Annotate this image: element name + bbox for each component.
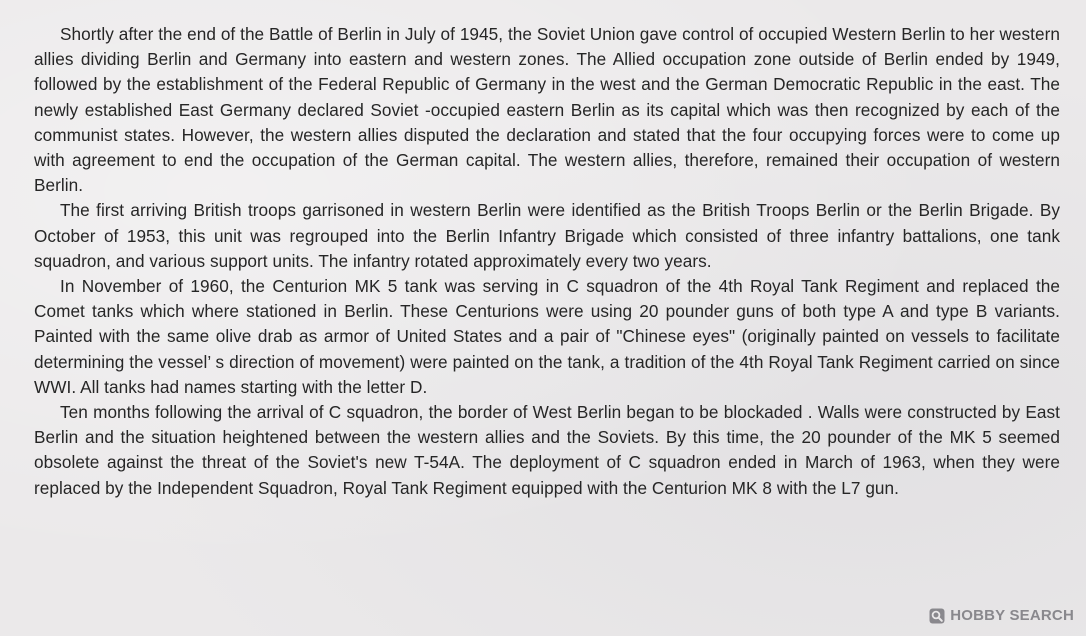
paragraph-1: Shortly after the end of the Battle of Berlin in July of 1945, the Soviet Union gave control of occupied Western Berlin to her western allies dividing Berlin and Germany into eastern and western zones. The Allied occupation zone outside of Berlin ended by 1949, followed by the establishment of the Federal Republic of Germany in the west and the German Democratic Republic in the east. The newly established East Germany declared Soviet -occupied eastern Berlin as its capital which was then recognized by each of the communist states. However, the western allies disputed the declaration and stated that the four occupying forces were to come up with agreement to end the occupation of the German capital. The western allies, therefore, remained their occupation of western Berlin. — [34, 24, 1060, 196]
paragraph-4: Ten months following the arrival of C squadron, the border of West Berlin began to be blockaded . Walls were constructed by East Berlin and the situation heightened between the western allies and the Soviets. By this time, the 20 pounder of the MK 5 seemed obsolete against the threat of the Soviet's new T-54A. The deployment of C squadron ended in March of 1963, when they were replaced by the Independent Squadron, Royal Tank Regiment equipped with the Centurion MK 8 with the L7 gun. — [34, 402, 1060, 498]
watermark-text: HOBBY SEARCH — [950, 607, 1074, 624]
watermark — [929, 607, 1074, 624]
article-body — [34, 22, 1060, 501]
paragraph-3: In November of 1960, the Centurion MK 5 tank was serving in C squadron of the 4th Royal Tank Regiment and replaced the Comet tanks which where stationed in Berlin. These Centurions were using 20 pounder guns of both type A and type B variants. Painted with the same olive drab as armor of United States and a pair of "Chinese eyes" (originally painted on vessels to facilitate determining the vessel’ s direction of movement) were painted on the tank, a tradition of the 4th Royal Tank Regiment carried on since WWI. All tanks had names starting with the letter D. — [34, 276, 1060, 397]
hobby-search-logo-icon — [929, 608, 945, 624]
paragraph-2: The first arriving British troops garrisoned in western Berlin were identified as the British Troops Berlin or the Berlin Brigade. By October of 1953, this unit was regrouped into the Berlin Infantry Brigade which consisted of three infantry battalions, one tank squadron, and various support units. The infantry rotated approximately every two years. — [34, 200, 1060, 271]
